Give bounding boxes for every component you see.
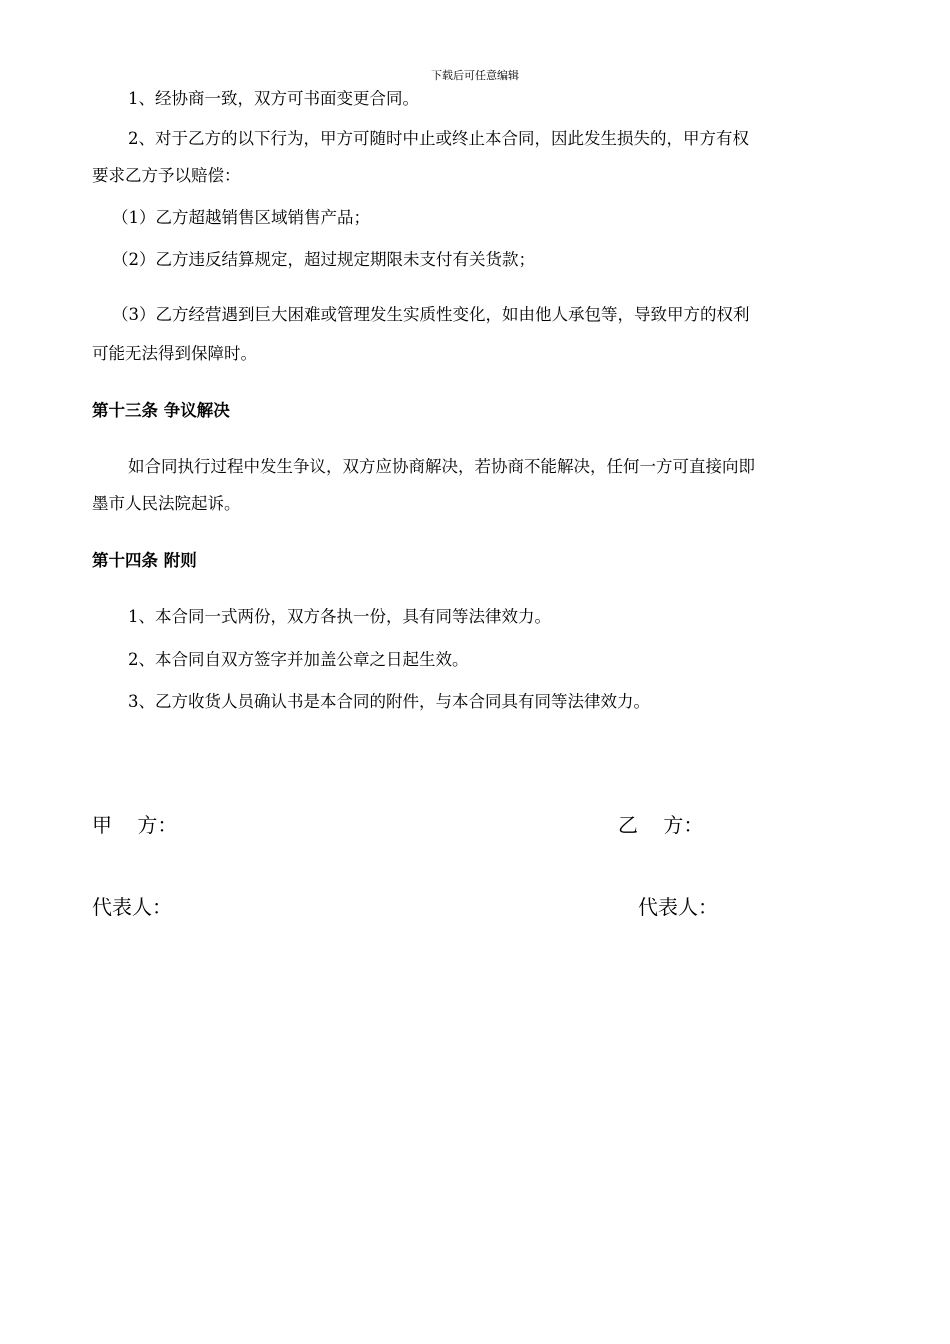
clause12-sub3-line2: 可能无法得到保障时。 [92,344,257,363]
clause14-item3: 3、乙方收货人员确认书是本合同的附件，与本合同具有同等法律效力。 [128,692,650,711]
clause13-line1: 如合同执行过程中发生争议，双方应协商解决，若协商不能解决，任何一方可直接向即 [128,457,755,476]
clause14-item1: 1、本合同一式两份，双方各执一份，具有同等法律效力。 [128,607,551,626]
party-a-label: 甲 方： [92,813,178,837]
party-b-representative-label: 代表人： [638,895,718,919]
clause14-heading: 第十四条 附则 [92,551,197,570]
clause12-item2-line1: 2、对于乙方的以下行为，甲方可随时中止或终止本合同，因此发生损失的，甲方有权 [128,129,749,148]
clause12-item2-line2: 要求乙方予以赔偿： [92,166,241,185]
clause13-line2: 墨市人民法院起诉。 [92,494,241,513]
party-a-representative-label: 代表人： [92,895,172,919]
clause14-item2: 2、本合同自双方签字并加盖公章之日起生效。 [128,650,469,669]
clause12-sub2: （2）乙方违反结算规定，超过规定期限未支付有关货款； [112,250,535,269]
clause12-sub1: （1）乙方超越销售区域销售产品； [112,208,370,227]
party-b-label: 乙 方： [618,813,704,837]
header-note: 下载后可任意编辑 [431,69,519,82]
clause13-heading: 第十三条 争议解决 [92,401,230,420]
clause12-sub3-line1: （3）乙方经营遇到巨大困难或管理发生实质性变化，如由他人承包等，导致甲方的权利 [112,305,750,324]
clause12-item1: 1、经协商一致，双方可书面变更合同。 [128,89,419,108]
